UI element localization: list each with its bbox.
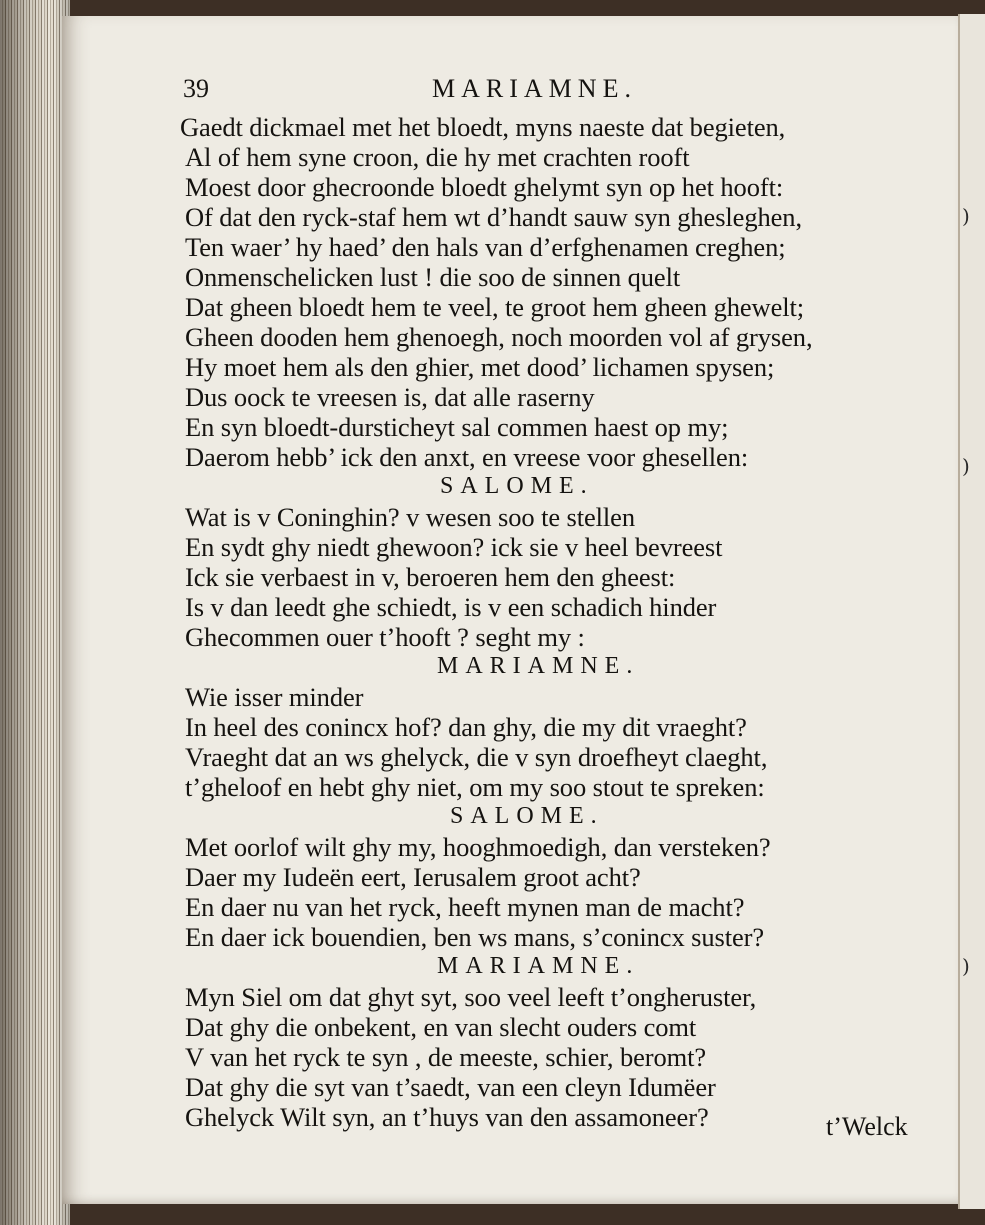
verse-line: Is v dan leedt ghe schiedt, is v een schadich hinder	[185, 592, 717, 622]
verse-line: Daerom hebb’ ick den anxt, en vreese voor ghesellen:	[185, 442, 749, 472]
verse-line: En daer ick bouendien, ben ws mans, s’conincx suster?	[185, 922, 765, 952]
next-page-edge: ) ) )	[958, 14, 985, 1209]
page-number: 39	[183, 74, 209, 103]
verse-line: Onmenschelicken lust ! die soo de sinnen quelt	[185, 262, 681, 292]
verse-line: Hy moet hem als den ghier, met dood’ lichamen spysen;	[185, 352, 775, 382]
verse-line: Ghecommen ouer t’hooft ? seght my :	[185, 622, 585, 652]
running-title: MARIAMNE.	[432, 74, 637, 103]
verse-line: Wat is v Coninghin? v wesen soo te stellen	[185, 502, 635, 532]
verse-line: En sydt ghy niedt ghewoon? ick sie v heel bevreest	[185, 532, 723, 562]
verse-line: En syn bloedt-dursticheyt sal commen haest op my;	[185, 412, 729, 442]
verse-line: In heel des conincx hof? dan ghy, die my dit vraeght?	[185, 712, 747, 742]
verse-line: Ghelyck Wilt syn, an t’huys van den assamoneer?	[185, 1102, 709, 1132]
verse-line: Dat gheen bloedt hem te veel, te groot hem gheen ghewelt;	[185, 292, 805, 322]
speaker-heading: SALOME.	[440, 473, 594, 499]
verse-line: t’gheloof en hebt ghy niet, om my soo stout te spreken:	[185, 772, 765, 802]
verse-line: Dat ghy die onbekent, en van slecht ouders comt	[185, 1012, 697, 1042]
verse-line: Dat ghy die syt van t’saedt, van een cleyn Idumëer	[185, 1072, 716, 1102]
verse-line: Vraeght dat an ws ghelyck, die v syn droefheyt claeght,	[185, 742, 768, 772]
verse-line: Myn Siel om dat ghyt syt, soo veel leeft t’ongheruster,	[185, 982, 757, 1012]
speaker-heading: MARIAMNE.	[437, 653, 640, 679]
verse-line: Ick sie verbaest in v, beroeren hem den gheest:	[185, 562, 676, 592]
verse-line: Al of hem syne croon, die hy met crachten rooft	[185, 142, 690, 172]
catchword: t’Welck	[826, 1112, 908, 1141]
verse-line: Dus oock te vreesen is, dat alle raserny	[185, 382, 595, 412]
verse-line: Gheen dooden hem ghenoegh, noch moorden vol af grysen,	[185, 322, 813, 352]
verse-line: Met oorlof wilt ghy my, hooghmoedigh, dan versteken?	[185, 832, 771, 862]
verse-line: En daer nu van het ryck, heeft mynen man de macht?	[185, 892, 745, 922]
verse-line: Daer my Iudeën eert, Ierusalem groot acht?	[185, 862, 641, 892]
verse-line: Gaedt dickmael met het bloedt, myns naeste dat begieten,	[180, 112, 786, 142]
verse-line: Of dat den ryck-staf hem wt d’handt sauw syn ghesleghen,	[185, 202, 802, 232]
speaker-heading: SALOME.	[450, 803, 604, 829]
verse-line: V van het ryck te syn , de meeste, schier, beromt?	[185, 1042, 707, 1072]
verse-line: Wie isser minder	[185, 682, 364, 712]
speaker-heading: MARIAMNE.	[437, 953, 640, 979]
verse-line: Ten waer’ hy haed’ den hals van d’erfghenamen creghen;	[185, 232, 786, 262]
verse-line: Moest door ghecroonde bloedt ghelymt syn op het hooft:	[185, 172, 784, 202]
